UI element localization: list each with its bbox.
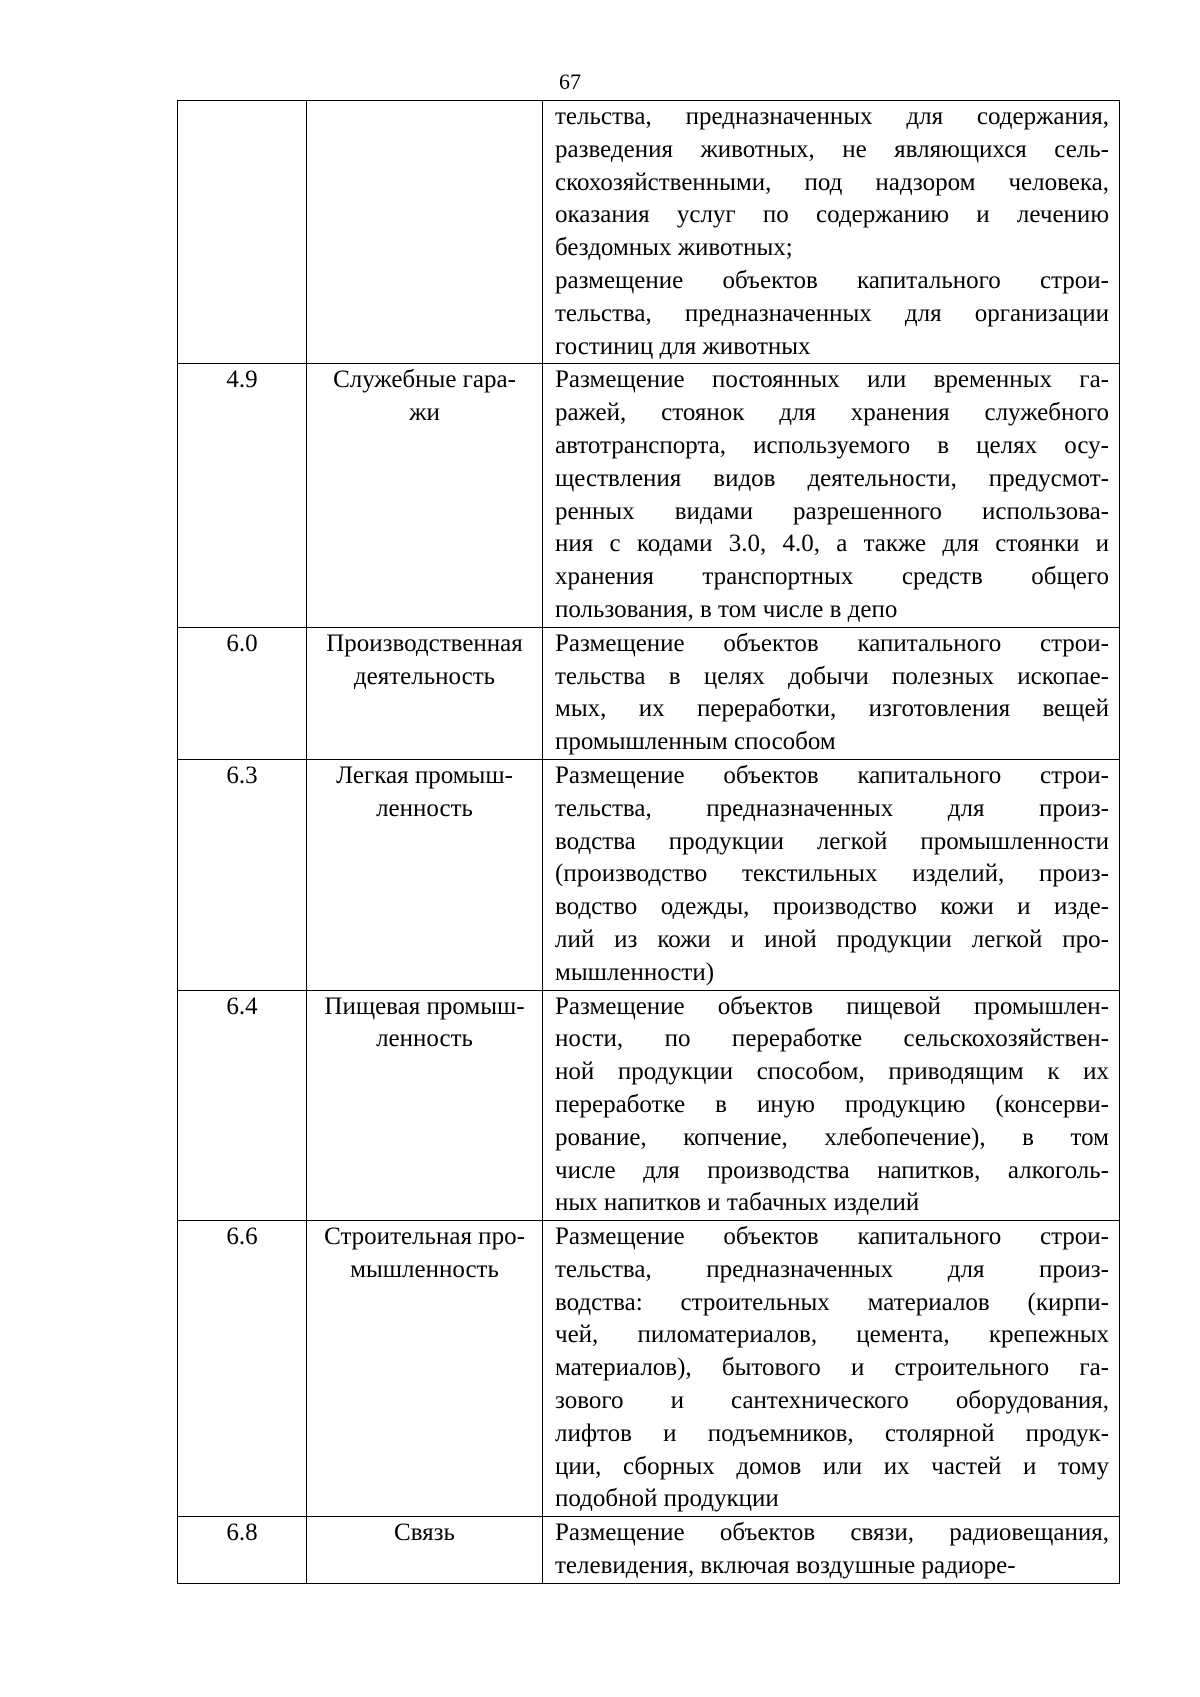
page-number-text: 67: [559, 69, 581, 94]
description-line: ренных видами разрешенного использова-: [555, 497, 1109, 525]
code-text: 6.8: [226, 1519, 258, 1547]
table-row: [178, 1517, 1120, 1584]
name-line: мышленность: [350, 1255, 499, 1283]
code-cell: [178, 990, 307, 1221]
description-line: промышленным способом: [555, 728, 836, 756]
name-line: Служебные гара-: [333, 366, 516, 394]
table-row: [178, 364, 1120, 627]
code-text: 6.4: [226, 992, 258, 1020]
name-cell: [307, 1221, 543, 1517]
description-line: ществления видов деятельности, предусмот-: [555, 464, 1109, 492]
description-line: мых, их переработки, изготовления вещей: [555, 695, 1109, 723]
description-line: Размещение объектов пищевой промышлен-: [555, 992, 1109, 1020]
name-line: ленность: [376, 794, 473, 822]
description-cell: [543, 364, 1120, 627]
name-line: Строительная про-: [324, 1223, 525, 1251]
description-cell: [543, 1517, 1120, 1584]
description-line: материалов), бытового и строительного га-: [555, 1354, 1109, 1382]
description-cell: [543, 759, 1120, 990]
description-line: тельства, предназначенных для произ-: [555, 1255, 1109, 1283]
table-row: [178, 101, 1120, 364]
description-line: тельства, предназначенных для организации: [555, 299, 1109, 327]
name-line: Связь: [394, 1519, 455, 1547]
description-line: ния с кодами 3.0, 4.0, а также для стоянки и: [555, 530, 1109, 558]
land-use-table: [177, 100, 1120, 1584]
name-line: жи: [409, 399, 440, 427]
code-text: 6.6: [226, 1223, 258, 1251]
description-line: рование, копчение, хлебопечение), в том: [555, 1123, 1109, 1151]
description-line: водства продукции легкой промышленности: [555, 827, 1109, 855]
name-cell: [307, 364, 543, 627]
description-cell: [543, 627, 1120, 759]
table-row: [178, 759, 1120, 990]
description-line: оказания услуг по содержанию и лечению: [555, 201, 1109, 229]
description-line: (производство текстильных изделий, произ-: [555, 860, 1109, 888]
code-text: 6.0: [226, 629, 258, 657]
description-line: водства: строительных материалов (кирпи-: [555, 1288, 1109, 1316]
description-line: тельства в целях добычи полезных ископае-: [555, 662, 1109, 690]
name-line: Легкая промыш-: [336, 761, 513, 789]
name-line: Производственная: [326, 629, 523, 657]
description-line: Размещение объектов капитального строи-: [555, 761, 1109, 789]
code-cell: [178, 1221, 307, 1517]
description-line: переработке в иную продукцию (консерви-: [555, 1090, 1109, 1118]
description-line: бездомных животных;: [555, 234, 793, 262]
description-line: Размещение объектов капитального строи-: [555, 629, 1109, 657]
table-row: [178, 1221, 1120, 1517]
description-line: ности, по переработке сельскохозяйствен-: [555, 1025, 1109, 1053]
description-line: водство одежды, производство кожи и изде-: [555, 893, 1109, 921]
description-line: ции, сборных домов или их частей и тому: [555, 1452, 1109, 1480]
description-line: тельства, предназначенных для содержания,: [555, 103, 1109, 130]
description-line: подобной продукции: [555, 1485, 779, 1513]
page-number: [0, 70, 1200, 94]
description-cell: [543, 990, 1120, 1221]
description-line: лий из кожи и иной продукции легкой про-: [555, 925, 1109, 953]
description-line: разведения животных, не являющихся сель-: [555, 135, 1109, 163]
code-cell: [178, 1517, 307, 1584]
description-line: гостиниц для животных: [555, 332, 811, 360]
description-line: скохозяйственными, под надзором человека,: [555, 168, 1109, 196]
description-line: чей, пиломатериалов, цемента, крепежных: [555, 1321, 1109, 1349]
description-line: мышленности): [555, 958, 715, 986]
description-line: автотранспорта, используемого в целях осу-: [555, 431, 1109, 459]
code-text: 6.3: [226, 761, 258, 789]
code-cell: [178, 101, 307, 364]
name-line: ленность: [376, 1025, 473, 1053]
description-line: хранения транспортных средств общего: [555, 563, 1109, 591]
name-cell: [307, 990, 543, 1221]
description-line: пользования, в том числе в депо: [555, 595, 898, 623]
code-cell: [178, 627, 307, 759]
description-line: размещение объектов капитального строи-: [555, 266, 1109, 294]
description-cell: [543, 101, 1120, 364]
description-line: Размещение объектов капитального строи-: [555, 1223, 1109, 1251]
name-cell: [307, 1517, 543, 1584]
description-line: ных напитков и табачных изделий: [555, 1189, 920, 1217]
description-line: ражей, стоянок для хранения служебного: [555, 399, 1109, 427]
description-cell: [543, 1221, 1120, 1517]
code-text: 4.9: [226, 366, 258, 394]
description-line: числе для производства напитков, алкоголь-: [555, 1156, 1109, 1184]
description-line: Размещение постоянных или временных га-: [555, 366, 1109, 394]
description-line: лифтов и подъемников, столярной продук-: [555, 1419, 1109, 1447]
description-line: телевидения, включая воздушные радиоре-: [555, 1552, 1016, 1580]
description-line: тельства, предназначенных для произ-: [555, 794, 1109, 822]
code-cell: [178, 759, 307, 990]
name-line: деятельность: [353, 662, 496, 690]
table-row: [178, 990, 1120, 1221]
description-line: зового и сантехнического оборудования,: [555, 1387, 1109, 1415]
description-line: Размещение объектов связи, радиовещания,: [555, 1519, 1109, 1547]
code-cell: [178, 364, 307, 627]
table-row: [178, 627, 1120, 759]
name-cell: [307, 759, 543, 990]
table-body: [178, 101, 1120, 1584]
name-cell: [307, 101, 543, 364]
name-line: Пищевая промыш-: [324, 992, 525, 1020]
name-cell: [307, 627, 543, 759]
description-line: ной продукции способом, приводящим к их: [555, 1058, 1109, 1086]
